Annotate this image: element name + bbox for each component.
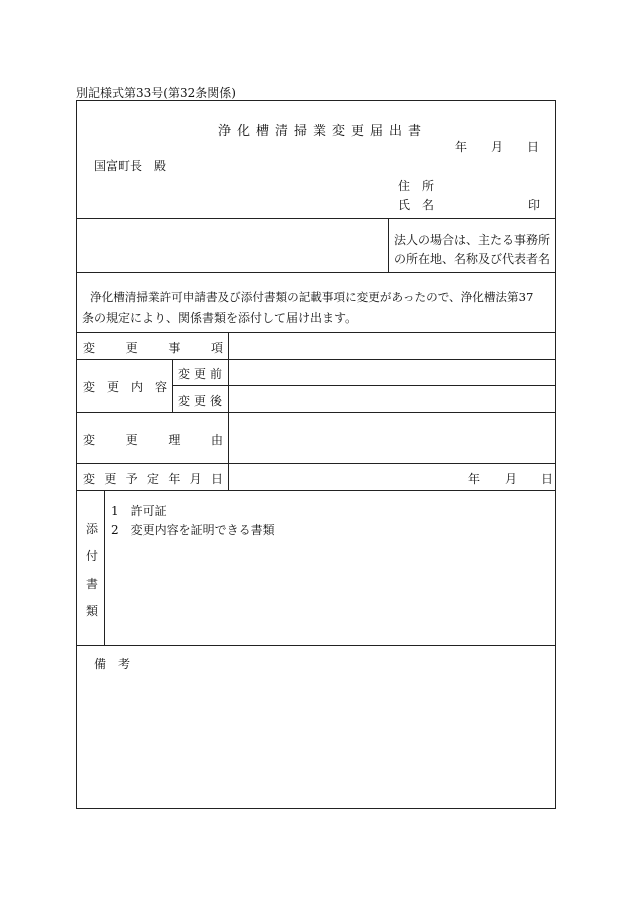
form-number: 別記様式第33号(第32条関係) (76, 86, 236, 100)
change-item-label (83, 339, 223, 356)
attachment-item: 1 許可証 (111, 504, 167, 518)
divider (76, 332, 556, 333)
label-char: 更 (106, 380, 119, 394)
label-char: 更 (125, 341, 138, 355)
address-label: 住 所 (398, 179, 435, 193)
statement-text: 浄化槽清掃業許可申請書及び添付書類の記載事項に変更があったので、浄化槽法第37 (90, 290, 534, 304)
label-char: 変 (178, 394, 191, 408)
date-day: 日 (527, 140, 540, 154)
label-char: 年 (168, 472, 181, 486)
statement-text: 条の規定により、関係書類を添付して届け出ます。 (82, 311, 358, 325)
attachments-label-char: 書 (86, 577, 99, 591)
remarks-label: 備 考 (94, 657, 131, 671)
divider (388, 218, 389, 272)
addressee: 国富町長 殿 (94, 159, 167, 173)
label-char: 日 (210, 472, 223, 486)
date-month: 月 (491, 140, 504, 154)
scheduled-month: 月 (505, 472, 518, 486)
label-char: 前 (209, 367, 222, 381)
seal-mark: 印 (528, 198, 541, 212)
label-char: 更 (193, 394, 206, 408)
scheduled-year: 年 (468, 472, 481, 486)
form-title: 浄化槽清掃業変更届出書 (218, 124, 428, 139)
attachment-item: 2 変更内容を証明できる書類 (111, 523, 275, 537)
attachments-label-char: 付 (86, 549, 99, 563)
change-content-label (83, 378, 167, 395)
date-year: 年 (455, 140, 468, 154)
form-frame (76, 100, 556, 809)
before-label (178, 365, 222, 382)
after-label (178, 392, 222, 409)
divider (172, 359, 173, 412)
label-char: 月 (189, 472, 202, 486)
label-char: 更 (193, 367, 206, 381)
label-char: 理 (168, 433, 181, 447)
label-char: 更 (104, 472, 117, 486)
label-char: 内 (130, 380, 143, 394)
name-label: 氏 名 (398, 198, 435, 212)
label-char: 容 (154, 380, 167, 394)
corporate-note: 法人の場合は、主たる事務所 (394, 233, 551, 247)
divider (228, 332, 229, 490)
attachments-label-char: 類 (86, 604, 99, 618)
label-char: 事 (168, 341, 181, 355)
label-char: 変 (178, 367, 191, 381)
label-char: 更 (125, 433, 138, 447)
reason-label (83, 431, 223, 448)
divider (76, 272, 556, 273)
divider (76, 359, 556, 360)
label-char: 変 (83, 472, 96, 486)
label-char: 変 (83, 433, 96, 447)
label-char: 定 (146, 472, 159, 486)
scheduled-date-label (83, 470, 223, 487)
scheduled-day: 日 (541, 472, 554, 486)
label-char: 後 (209, 394, 222, 408)
label-char: 項 (210, 341, 223, 355)
label-char: 由 (210, 433, 223, 447)
label-char: 予 (125, 472, 138, 486)
divider (76, 218, 556, 219)
divider (104, 490, 105, 645)
divider (76, 412, 556, 413)
divider (76, 463, 556, 464)
divider (76, 490, 556, 491)
label-char: 変 (83, 380, 96, 394)
divider (76, 645, 556, 646)
corporate-note: の所在地、名称及び代表者名 (394, 252, 551, 266)
divider (172, 385, 556, 386)
attachments-label-char: 添 (86, 522, 99, 536)
label-char: 変 (83, 341, 96, 355)
